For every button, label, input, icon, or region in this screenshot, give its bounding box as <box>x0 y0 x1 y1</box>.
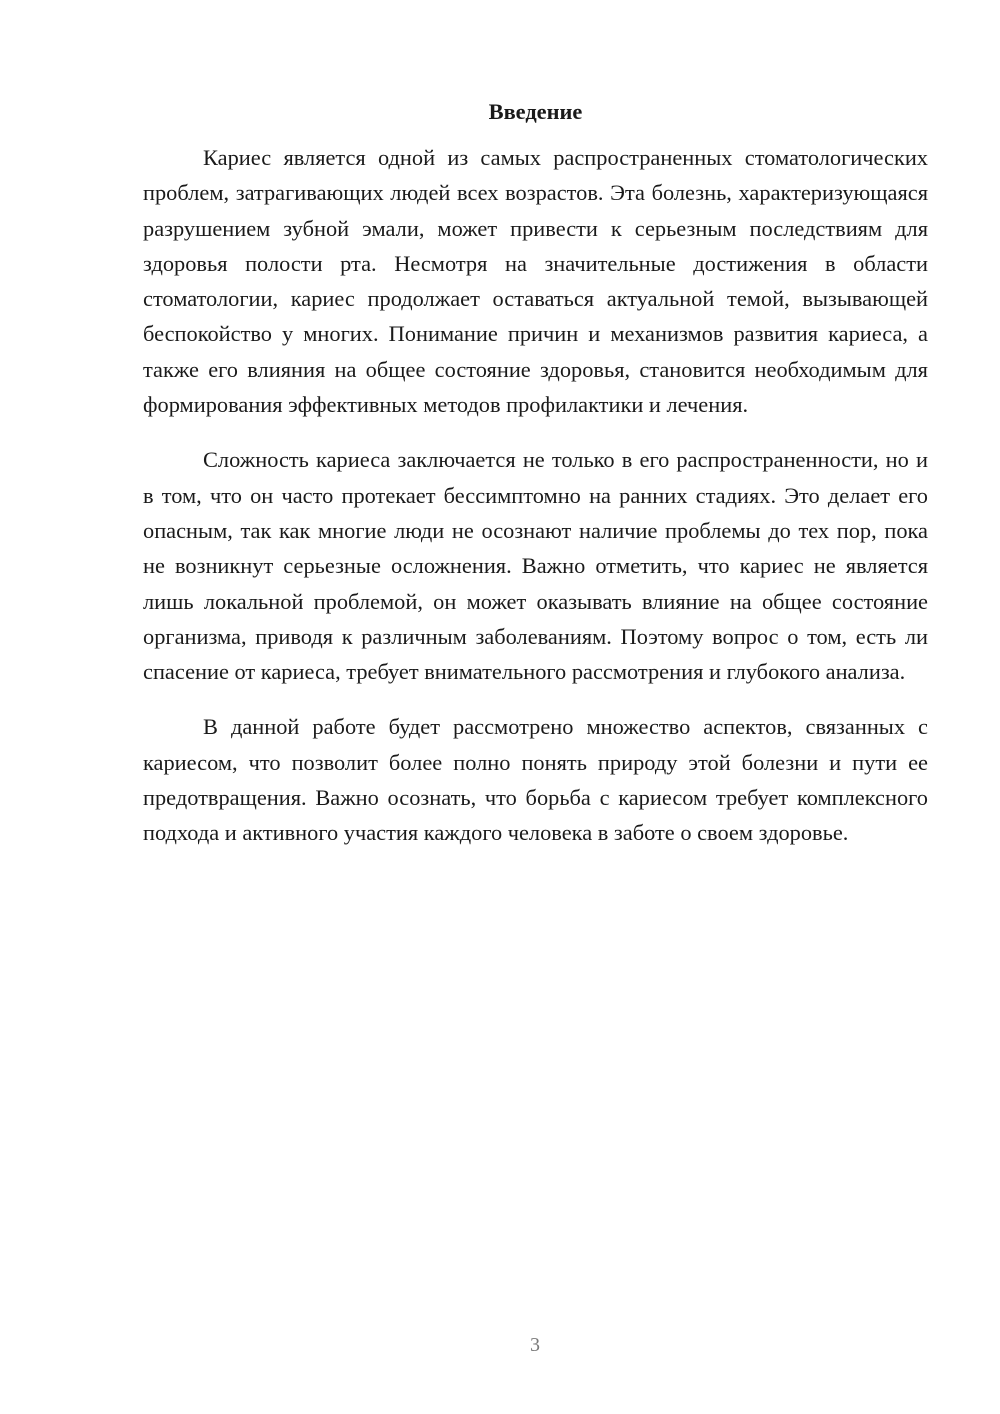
page-content <box>143 94 928 871</box>
section-heading: Введение <box>488 99 583 124</box>
paragraph-2: Сложность кариеса заключается не только в его распространенности, но и в том, что он часто протекает бессимптомно на ранних стадиях. Это делает его опасным, так как многие люди не осознают наличие проблемы до тех пор, пока не возникнут серьезные осложнения. Важно отметить, что кариес не является лишь локальной проблемой, он может оказывать влияние на общее состояние организма, приводя к различным заболеваниям. Поэтому вопрос о том, есть ли спасение от кариеса, требует внимательного рассмотрения и глубокого анализа. <box>143 447 928 685</box>
paragraph-1: Кариес является одной из самых распространенных стоматологических проблем, затрагивающих людей всех возрастов. Эта болезнь, характеризующаяся разрушением зубной эмали, может привести к серьезным последствиям для здоровья полости рта. Несмотря на значительные достижения в области стоматологии, кариес продолжает оставаться актуальной темой, вызывающей беспокойство у многих. Понимание причин и механизмов развития кариеса, а также его влияния на общее состояние здоровья, становится необходимым для формирования эффективных методов профилактики и лечения. <box>143 145 928 418</box>
paragraph-3: В данной работе будет рассмотрено множество аспектов, связанных с кариесом, что позволит более полно понять природу этой болезни и пути ее предотвращения. Важно осознать, что борьба с кариесом требует комплексного подхода и активного участия каждого человека в заботе о своем здоровье. <box>143 714 928 846</box>
page-number: 3 <box>530 1334 540 1356</box>
